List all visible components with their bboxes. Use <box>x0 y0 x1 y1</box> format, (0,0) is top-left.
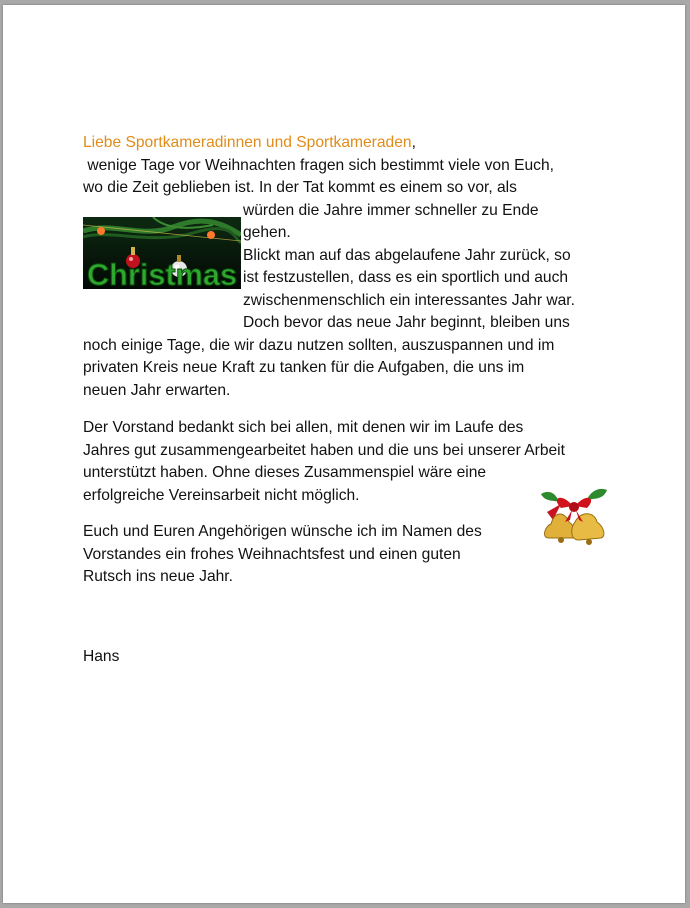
text-line: Blickt man auf das abgelaufene Jahr zurück, so <box>243 246 571 264</box>
text-line: noch einige Tage, die wir dazu nutzen sollten, auszuspannen und im <box>83 336 555 354</box>
text-line: neuen Jahr erwarten. <box>83 381 231 399</box>
text-line: zwischenmenschlich ein interessantes Jahr war. <box>243 291 575 309</box>
text-line: privaten Kreis neue Kraft zu tanken für die Aufgaben, die uns im <box>83 359 525 376</box>
signature <box>83 646 643 669</box>
salutation-line <box>83 132 643 155</box>
text-line: wenige Tage vor Weihnachten fragen sich bestimmt viele von Euch, <box>83 156 554 174</box>
bells-graphic <box>539 486 609 546</box>
christmas-bells-image <box>539 486 609 546</box>
text-line: unterstützt haben. Ohne dieses Zusammenspiel wäre eine <box>83 464 487 481</box>
salutation: Liebe Sportkameradinnen und Sportkameraden <box>83 134 412 151</box>
text-line: Doch bevor das neue Jahr beginnt, bleiben uns <box>243 314 570 331</box>
text-line: Rutsch ins neue Jahr. <box>83 568 233 585</box>
text-line: erfolgreiche Vereinsarbeit nicht möglich. <box>83 486 360 504</box>
document-page <box>3 5 685 903</box>
text-line: Jahres gut zusammengearbeitet haben und die uns bei unserer Arbeit <box>83 441 565 459</box>
christmas-banner-text: Christmas <box>87 257 237 289</box>
salutation-comma: , <box>411 134 416 151</box>
christmas-banner-graphic <box>83 217 241 289</box>
text-line: wo die Zeit geblieben ist. In der Tat kommt es einem so vor, als <box>83 179 517 196</box>
text-line: gehen. <box>243 224 291 241</box>
signature-name: Hans <box>83 648 120 665</box>
text-line: Euch und Euren Angehörigen wünsche ich im Namen des <box>83 523 482 540</box>
christmas-banner-image <box>83 217 241 289</box>
text-line: Vorstandes ein frohes Weihnachtsfest und einen guten <box>83 545 461 563</box>
text-line: Der Vorstand bedankt sich bei allen, mit denen wir im Laufe des <box>83 419 524 436</box>
text-line: würden die Jahre immer schneller zu Ende <box>243 201 539 219</box>
text-line: ist festzustellen, dass es ein sportlich und auch <box>243 269 569 286</box>
